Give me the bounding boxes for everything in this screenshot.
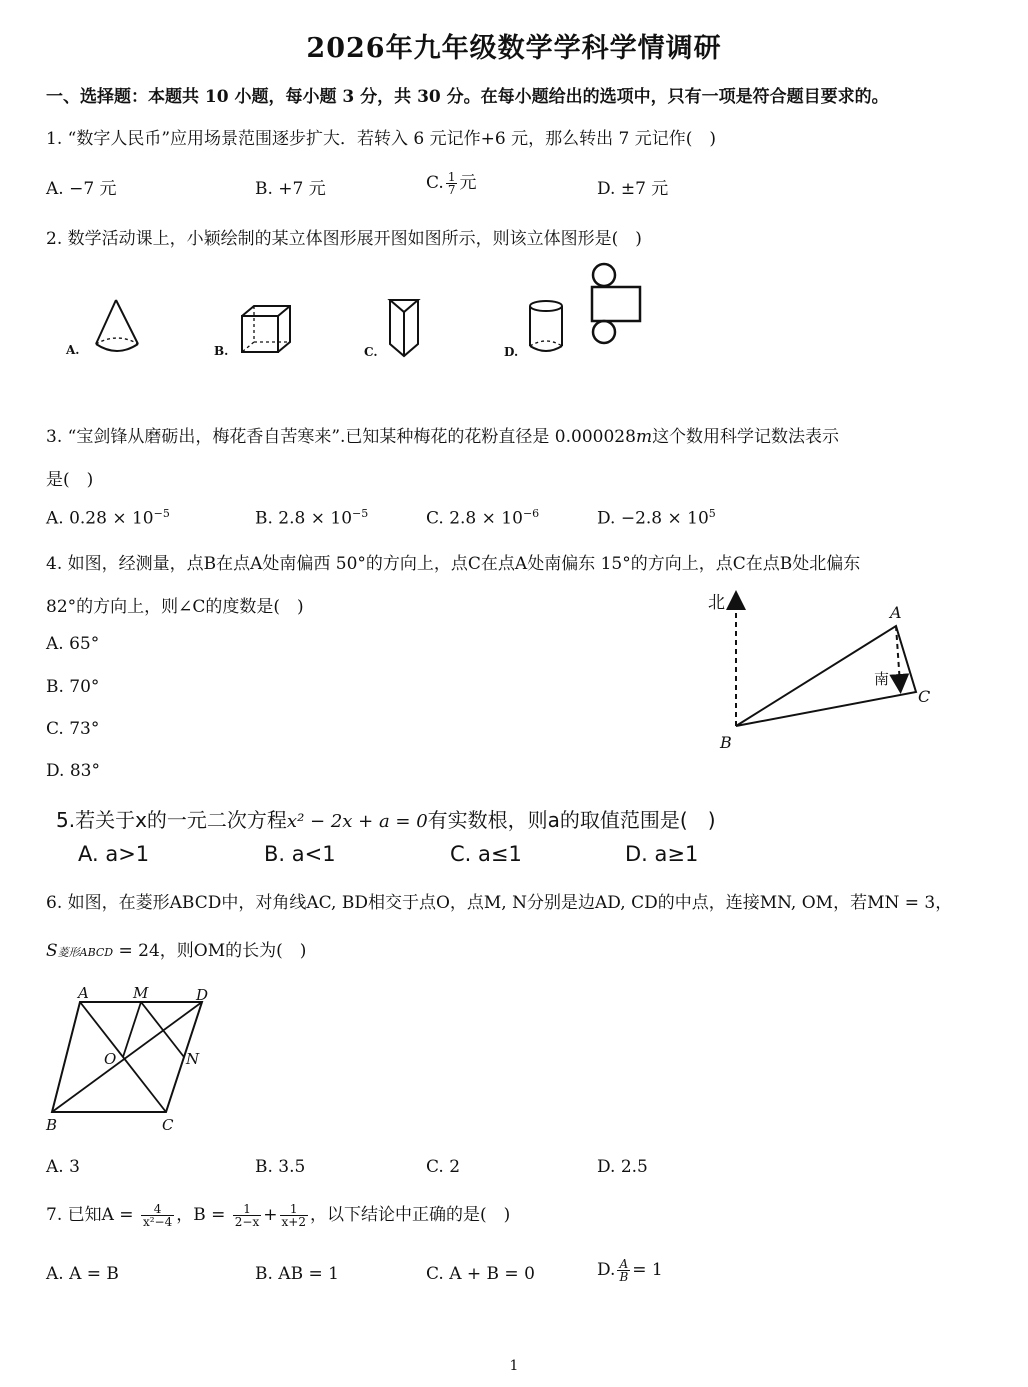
q5-option-d: D. a≥1	[625, 842, 699, 866]
q3-option-b-text: B. 2.8 × 10	[255, 508, 353, 529]
q7-option-a: A. A = B	[46, 1264, 119, 1284]
page-number: 1	[509, 1358, 519, 1374]
q1-option-a: A. −7 元	[46, 179, 117, 199]
question-5-stem	[56, 804, 716, 833]
net-top-circle	[593, 264, 615, 286]
q3-option-b-exponent: −5	[352, 507, 369, 520]
q4-option-c: C. 73°	[46, 719, 100, 739]
q7-prefix: 7. 已知A =	[46, 1205, 139, 1225]
question-1-stem: 1. “数字人民币”应用场景范围逐步扩大．若转入 6 元记作+6 元，那么转出 7 元记作( )	[46, 129, 716, 149]
fraction-denominator: x²−4	[142, 1215, 173, 1229]
q4-option-b: B. 70°	[46, 677, 100, 697]
q6-area-subscript: 菱形ABCD	[57, 946, 114, 959]
q7-fraction-b2	[280, 1203, 308, 1228]
cube-option-b	[214, 300, 298, 358]
q7-option-d-fraction	[617, 1258, 630, 1283]
q5-option-c: C. a≤1	[450, 842, 522, 866]
q3-stem-tail: 这个数用科学记数法表示	[652, 427, 840, 447]
label-n: N	[186, 1050, 200, 1068]
q5-option-a: A. a>1	[78, 842, 150, 866]
rhombus-diagram	[40, 980, 230, 1135]
question-3-stem-line1	[46, 422, 839, 447]
cone-option-a	[66, 296, 146, 358]
question-7-stem	[46, 1200, 510, 1228]
q2-label-d: D.	[504, 345, 519, 359]
q3-option-d-text: D. −2.8 × 10	[597, 508, 709, 529]
q1-option-c-label: C.	[426, 173, 444, 193]
q7-option-d	[597, 1258, 663, 1283]
point-c-label: C	[918, 687, 931, 706]
q3-option-c	[426, 507, 539, 529]
cylinder-option-d	[504, 296, 570, 358]
bearing-diagram	[700, 584, 950, 754]
net-rectangle	[592, 287, 640, 321]
q2-label-b: B.	[214, 344, 229, 358]
q1-option-c	[426, 168, 476, 196]
net-diagram	[580, 260, 650, 350]
q6-stem-tail: = 24，则OM的长为( )	[113, 941, 307, 961]
question-4-stem-line2: 82°的方向上，则∠C的度数是( )	[46, 597, 304, 617]
q7-suffix: ，以下结论中正确的是( )	[309, 1205, 511, 1225]
q7-option-b: B. AB = 1	[255, 1264, 339, 1284]
q5-option-b: B. a<1	[264, 842, 336, 866]
label-a: A	[78, 984, 89, 1002]
question-6-stem-line2	[46, 936, 306, 961]
q1-option-c-fraction	[446, 171, 458, 196]
q3-option-d	[597, 507, 716, 529]
q6-option-d: D. 2.5	[597, 1157, 648, 1177]
fraction-denominator: 2−x	[234, 1215, 260, 1229]
q7-option-d-suffix: = 1	[632, 1260, 663, 1280]
q6-option-a: A. 3	[46, 1157, 80, 1177]
q1-option-c-unit: 元	[459, 173, 477, 193]
q3-option-c-text: C. 2.8 × 10	[426, 508, 523, 529]
fraction-numerator: 1	[280, 1203, 308, 1216]
q2-label-a: A.	[66, 343, 80, 357]
prism-option-c	[364, 294, 428, 358]
diagonal-bd	[52, 1002, 202, 1112]
question-3-stem-line2: 是( )	[46, 470, 94, 490]
fraction-numerator: 4	[141, 1203, 174, 1216]
q1-option-b: B. +7 元	[255, 179, 326, 199]
q7-option-d-label: D.	[597, 1260, 616, 1280]
point-b-label: B	[720, 733, 732, 752]
q3-unit: m	[635, 427, 653, 447]
q7-plus: +	[263, 1205, 278, 1225]
point-a-label: A	[890, 603, 902, 622]
q3-option-d-exponent: 5	[708, 507, 716, 520]
south-label: 南	[874, 670, 890, 688]
label-o: O	[104, 1050, 117, 1068]
q7-fraction-a	[141, 1203, 174, 1228]
section-heading: 一、选择题：本题共 10 小题，每小题 3 分，共 30 分。在每小题给出的选项中，只有一项是符合题目要求的。	[46, 87, 889, 107]
question-6-stem-line1: 6. 如图，在菱形ABCD中，对角线AC, BD相交于点O，点M, N分别是边AD, CD的中点，连接MN, OM，若MN = 3，	[46, 893, 953, 913]
label-c: C	[162, 1116, 174, 1134]
q3-stem-text: 3. “宝剑锋从磨砺出，梅花香自苦寒来”.已知某种梅花的花粉直径是 0.000028	[46, 427, 636, 447]
fraction-numerator: 1	[233, 1203, 261, 1216]
label-b: B	[46, 1116, 58, 1134]
q6-option-c: C. 2	[426, 1157, 461, 1177]
label-m: M	[133, 984, 149, 1002]
fraction-numerator: 1	[447, 170, 456, 184]
q3-option-a-exponent: −5	[153, 507, 170, 520]
q6-area-symbol: S	[46, 941, 58, 961]
fraction-denominator: B	[619, 1270, 629, 1284]
q5-stem-a: 5.若关于x的一元二次方程	[56, 808, 287, 832]
question-4-stem-line1: 4. 如图，经测量，点B在点A处南偏西 50°的方向上，点C在点A处南偏东 15°的方向上，点C在点B处北偏东	[46, 554, 861, 574]
question-2-stem: 2. 数学活动课上，小颖绘制的某立体图形展开图如图所示，则该立体图形是( )	[46, 229, 642, 249]
q7-mid: ，B =	[176, 1205, 231, 1225]
q7-option-c: C. A + B = 0	[426, 1264, 535, 1284]
page-title: 2026年九年级数学学科学情调研	[306, 33, 722, 64]
fraction-denominator: 7	[447, 183, 456, 197]
q3-option-b	[255, 507, 368, 529]
fraction-denominator: x+2	[281, 1215, 306, 1229]
fraction-numerator: A	[617, 1258, 630, 1271]
net-bottom-circle	[593, 321, 615, 343]
q7-fraction-b1	[233, 1203, 261, 1228]
q3-option-a-text: A. 0.28 × 10	[46, 508, 154, 529]
q3-option-c-exponent: −6	[522, 507, 540, 520]
q1-option-d: D. ±7 元	[597, 179, 669, 199]
q3-option-a	[46, 507, 170, 529]
label-d: D	[196, 986, 209, 1004]
q6-option-b: B. 3.5	[255, 1157, 306, 1177]
q4-option-d: D. 83°	[46, 761, 100, 781]
north-label: 北	[708, 593, 725, 613]
q4-option-a: A. 65°	[46, 634, 100, 654]
q5-stem-b: 有实数根，则a的取值范围是( )	[427, 808, 716, 832]
q5-equation: x² − 2x + a = 0	[286, 811, 428, 832]
q2-label-c: C.	[364, 345, 378, 359]
segment-mn	[141, 1002, 184, 1057]
